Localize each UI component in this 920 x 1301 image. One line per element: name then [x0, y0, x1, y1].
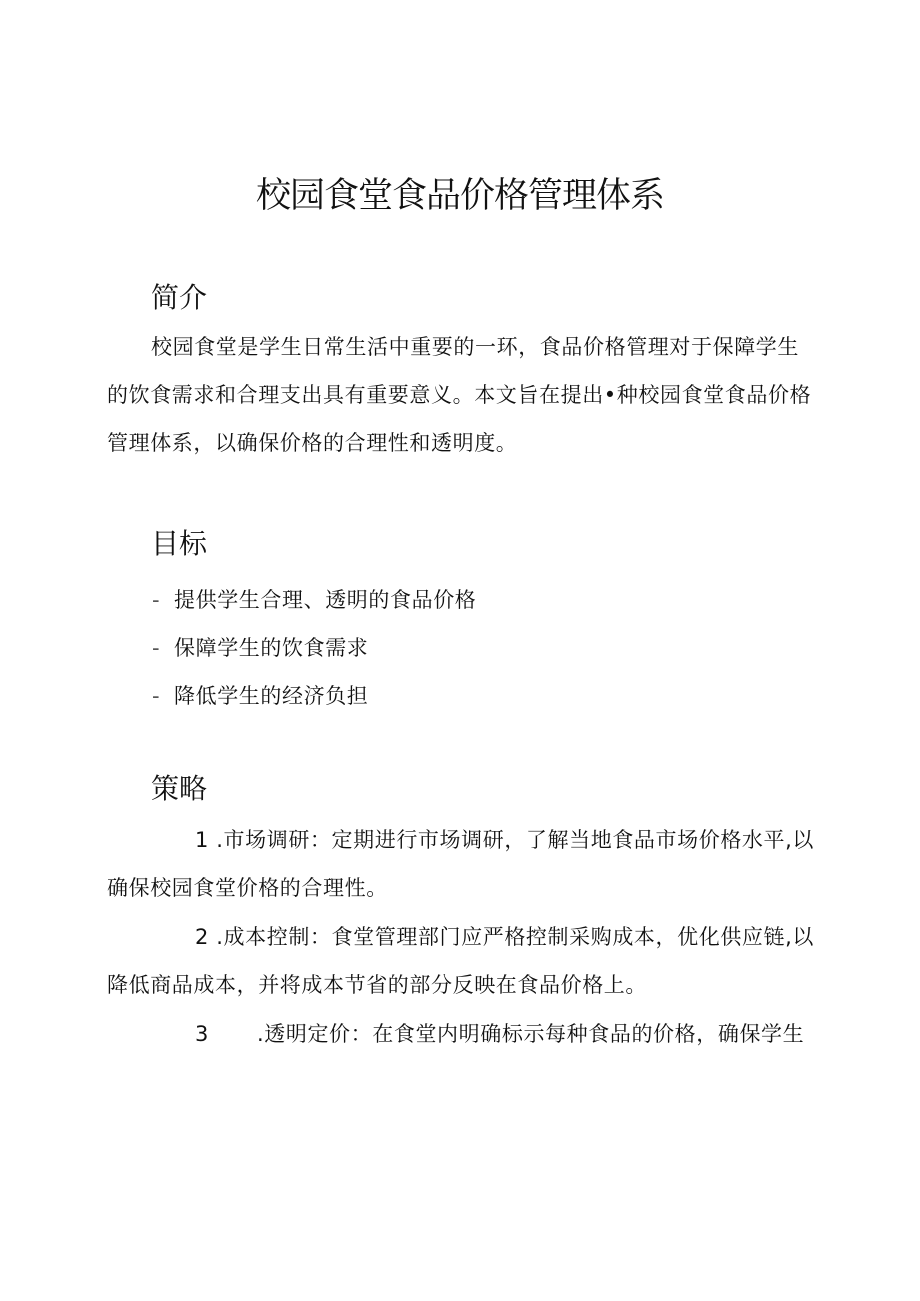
strategy-number: 1	[195, 828, 209, 852]
goals-list	[152, 576, 476, 720]
list-item	[152, 624, 476, 672]
dash-bullet: -	[152, 588, 161, 612]
strategy-number: 2	[195, 925, 209, 949]
dash-bullet: -	[152, 636, 161, 660]
strategy-item	[107, 913, 817, 1009]
goals-heading: 目标	[151, 527, 208, 560]
list-item	[152, 672, 476, 720]
strategy-item	[107, 816, 817, 912]
strategy-number: 3	[195, 1022, 209, 1046]
goal-text: 降低学生的经济负担	[174, 684, 369, 708]
goal-text: 提供学生合理、透明的食品价格	[174, 588, 477, 612]
strategy-item	[107, 1010, 817, 1058]
strategy-text: .透明定价：在食堂内明确标示每种食品的价格，确保学生	[256, 1022, 805, 1046]
strategy-text: .市场调研：定期进行市场调研，了解当地食品市场价格水平,以确保校园食堂价格的合理性。	[107, 828, 814, 900]
list-item	[152, 576, 476, 624]
document-title: 校园食堂食品价格管理体系	[255, 176, 664, 216]
goal-text: 保障学生的饮食需求	[174, 636, 369, 660]
strategy-heading: 策略	[151, 772, 208, 805]
dash-bullet: -	[152, 684, 161, 708]
intro-heading: 简介	[151, 281, 208, 314]
strategy-text: .成本控制：食堂管理部门应严格控制采购成本，优化供应链,以降低商品成本，并将成本节省的部分反映在食品价格上。	[107, 925, 814, 997]
intro-paragraph: 校园食堂是学生日常生活中重要的一环，食品价格管理对于保障学生的饮食需求和合理支出具有重要意义。本文旨在提出•种校园食堂食品价格管理体系，以确保价格的合理性和透明度。	[107, 335, 812, 455]
